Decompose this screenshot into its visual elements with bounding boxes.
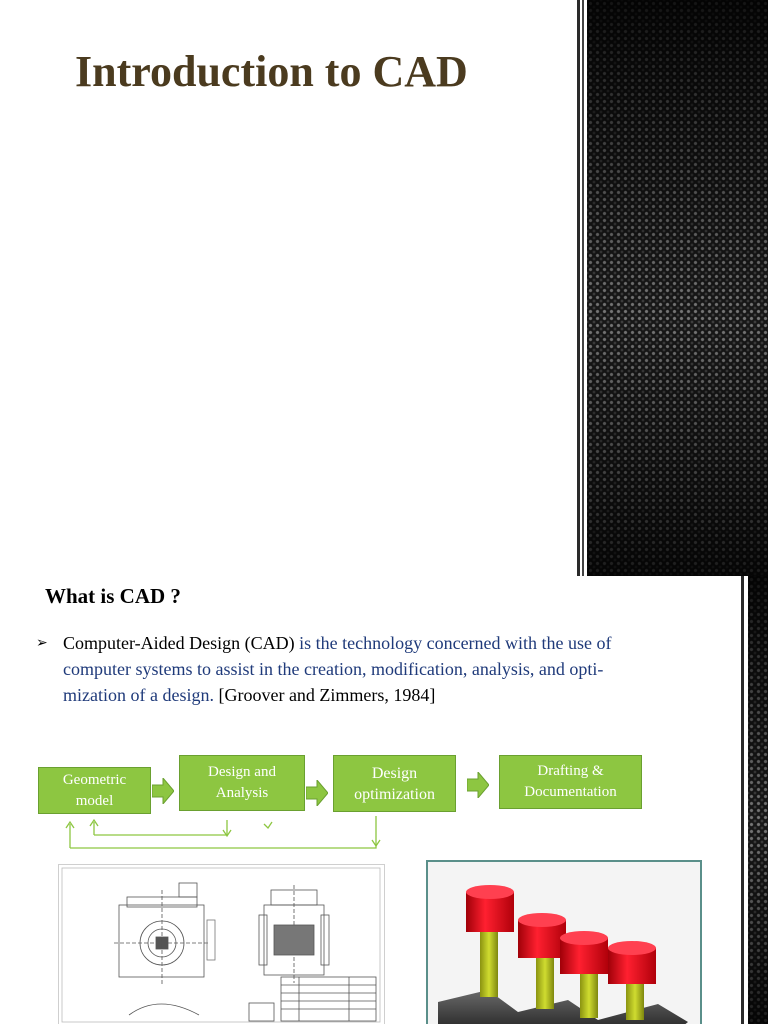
arrow-bullet-icon: ➢ bbox=[36, 635, 48, 651]
slide-2 bbox=[0, 576, 768, 1024]
engineering-drawing-image bbox=[58, 864, 385, 1024]
section-heading: What is CAD ? bbox=[45, 584, 181, 608]
flow-box-label: Documentation bbox=[524, 784, 617, 800]
flow-box-label: Design and bbox=[208, 764, 276, 780]
carbon-fiber-panel bbox=[587, 0, 768, 576]
flow-box-label: Design bbox=[371, 764, 418, 782]
right-arrow-icon bbox=[306, 780, 328, 806]
pistons-illustration-icon bbox=[428, 862, 700, 1024]
decorative-stripe bbox=[577, 0, 580, 576]
flow-box-label: Geometric bbox=[62, 771, 127, 788]
decorative-stripe bbox=[582, 0, 584, 576]
flow-box-geometric-model bbox=[38, 767, 151, 814]
slide-title: Introduction to CAD bbox=[75, 47, 468, 96]
carbon-fiber-panel bbox=[748, 576, 768, 1024]
drawing-illustration-icon bbox=[59, 865, 384, 1024]
citation: [Groover and Zimmers, 1984] bbox=[213, 685, 436, 705]
flow-box-label: Drafting & bbox=[537, 763, 604, 779]
flow-box-label: Analysis bbox=[215, 785, 269, 801]
flow-box-drafting-documentation bbox=[499, 755, 642, 809]
definition-line-3: mization of a design. bbox=[63, 685, 214, 705]
definition-line-1: is the technology concerned with the use of bbox=[294, 633, 612, 653]
right-arrow-icon bbox=[467, 772, 489, 798]
right-arrow-icon bbox=[152, 778, 174, 804]
decorative-stripe bbox=[741, 576, 744, 1024]
flow-box-label: optimization bbox=[354, 785, 435, 803]
crankshaft-render-image bbox=[426, 860, 702, 1024]
definition-line-2: computer systems to assist in the creation, modification, analysis, and opti- bbox=[63, 659, 604, 679]
flow-box-label: model bbox=[75, 792, 114, 809]
definition-term: Computer-Aided Design (CAD) bbox=[63, 633, 295, 653]
flow-box-design-optimization bbox=[333, 755, 456, 812]
flow-box-design-analysis bbox=[179, 755, 305, 811]
definition-text bbox=[63, 630, 725, 708]
